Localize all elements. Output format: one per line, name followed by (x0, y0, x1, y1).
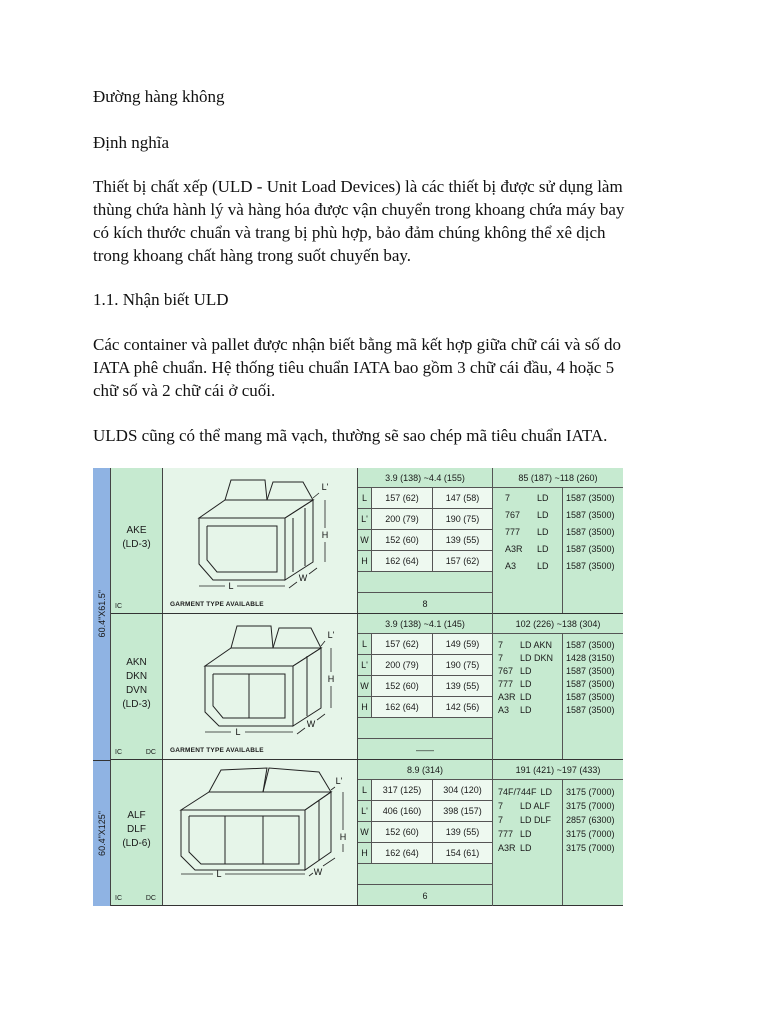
height-label: H (321, 530, 329, 540)
aircraft-type: A3 (498, 705, 510, 715)
aircraft-type: A3R (498, 692, 516, 702)
aircraft-table (493, 760, 623, 905)
size-band (93, 760, 111, 906)
heading: Đường hàng không (93, 87, 225, 106)
dimension-label: L' (358, 655, 372, 676)
dimension-label: W (358, 822, 372, 843)
paragraph-line: thùng chứa hành lý và hàng hóa được vận chuyển trong khoang chứa máy bay (93, 200, 625, 219)
uld-code-names (111, 468, 162, 608)
uld-code: ALF (127, 810, 146, 821)
paragraph-line: trong khoang chất hàng trong suốt chuyến bay. (93, 246, 412, 265)
aircraft-row (493, 543, 623, 555)
dimension-table (358, 468, 493, 613)
aircraft-type: 7 (498, 640, 504, 650)
uld-code: (LD-3) (122, 539, 151, 550)
uld-type-code: LD (520, 692, 532, 702)
aircraft-type: 767 (505, 510, 521, 520)
dimension-value: 200 (79) (372, 509, 433, 530)
aircraft-row (493, 526, 623, 538)
max-weight: 3175 (7000) (566, 787, 615, 797)
aircraft-row (493, 828, 623, 840)
dimension-value: 157 (62) (372, 634, 433, 655)
uld-code: AKN (126, 657, 147, 668)
uld-type-code: LD ALF (520, 801, 551, 811)
footer-row: —— (358, 739, 493, 760)
weight-range: 85 (187) ~118 (260) (493, 468, 623, 488)
drawing-cell (163, 468, 358, 613)
dimension-value: 398 (157) (433, 801, 493, 822)
uld-code-cell (111, 614, 163, 759)
container-outline (205, 626, 321, 726)
aircraft-row (493, 639, 623, 651)
dimension-value: 154 (61) (433, 843, 493, 864)
akn-container-drawing (163, 614, 358, 760)
aircraft-type: 777 (505, 527, 521, 537)
weight-range: 191 (421) ~197 (433) (493, 760, 623, 780)
uld-type-code: LD (520, 679, 532, 689)
max-weight: 1587 (3500) (566, 666, 615, 676)
corner-label: DC (145, 749, 156, 756)
uld-type-code: LD AKN (520, 640, 553, 650)
dimension-label: L' (358, 509, 372, 530)
uld-type-code: LD (520, 666, 532, 676)
max-weight: 1587 (3500) (566, 692, 615, 702)
top-length-label: L' (335, 776, 343, 786)
dimension-label: H (358, 697, 372, 718)
footer-row: 6 (358, 885, 493, 906)
uld-type-code: LD (520, 705, 532, 715)
aircraft-type: 74F/744F (498, 787, 537, 797)
uld-type-code: LD (520, 843, 532, 853)
aircraft-type: 767 (498, 666, 514, 676)
dimension-label: H (358, 843, 372, 864)
dimension-value: 190 (75) (433, 509, 493, 530)
aircraft-type: A3 (505, 561, 517, 571)
dimension-value: 139 (55) (433, 822, 493, 843)
width-label: W (306, 719, 316, 729)
uld-type-code: LD (537, 561, 549, 571)
corner-label: IC (115, 895, 122, 902)
aircraft-row (493, 691, 623, 703)
aircraft-type: 777 (498, 679, 514, 689)
dimension-value: 152 (60) (372, 822, 433, 843)
dimension-label: L (358, 488, 372, 509)
max-weight: 1587 (3500) (566, 544, 615, 554)
max-weight: 1587 (3500) (566, 527, 615, 537)
dimension-table (358, 614, 493, 759)
aircraft-type: 777 (498, 829, 514, 839)
dimension-value: 139 (55) (433, 530, 493, 551)
aircraft-row (493, 704, 623, 716)
max-weight: 2857 (6300) (566, 815, 615, 825)
aircraft-row (493, 492, 623, 504)
uld-code-cell (111, 468, 163, 613)
container-outline (181, 768, 331, 870)
aircraft-type: A3R (498, 843, 516, 853)
uld-section-akn (93, 614, 623, 760)
aircraft-type: A3R (505, 544, 523, 554)
paragraph-line: Các container và pallet được nhận biết bằng mã kết hợp giữa chữ cái và số do (93, 335, 622, 354)
paragraph-line: có kích thước chuẩn và trang bị phù hợp, bảo đảm chúng không thể xê dịch (93, 223, 606, 242)
aircraft-row (493, 814, 623, 826)
uld-type-code: LD (520, 829, 532, 839)
width-label: W (313, 867, 323, 877)
uld-code: AKE (126, 525, 147, 536)
max-weight: 3175 (7000) (566, 829, 615, 839)
blank-row (358, 718, 493, 739)
top-length-label: L' (321, 482, 329, 492)
uld-type-code: LD (537, 510, 549, 520)
volume-range: 3.9 (138) ~4.4 (155) (358, 468, 493, 488)
dimension-value: 152 (60) (372, 676, 433, 697)
uld-type-code: LD (540, 787, 553, 797)
aircraft-row (493, 665, 623, 677)
volume-range: 3.9 (138) ~4.1 (145) (358, 614, 493, 634)
uld-code-names (111, 760, 162, 900)
dimension-label: H (358, 551, 372, 572)
aircraft-type: 7 (505, 493, 511, 503)
uld-code: DVN (125, 685, 148, 696)
ake-container-drawing (163, 468, 358, 614)
dimension-value: 304 (120) (433, 780, 493, 801)
size-label: 60.4"X61.5" (96, 590, 107, 638)
dimension-value: 157 (62) (433, 551, 493, 572)
uld-type-code: LD DKN (520, 653, 554, 663)
dimension-label: L' (358, 801, 372, 822)
drawing-cell (163, 614, 358, 759)
dimension-label: W (358, 530, 372, 551)
aircraft-row (493, 786, 623, 798)
aircraft-row (493, 842, 623, 854)
max-weight: 3175 (7000) (566, 801, 615, 811)
paragraph-line: IATA phê chuẩn. Hệ thống tiêu chuẩn IATA bao gồm 3 chữ cái đầu, 4 hoặc 5 (93, 358, 615, 377)
dimension-value: 317 (125) (372, 780, 433, 801)
dimension-value: 149 (59) (433, 634, 493, 655)
uld-type-code: LD (537, 527, 549, 537)
dimension-value: 162 (64) (372, 697, 433, 718)
max-weight: 1587 (3500) (566, 640, 615, 650)
max-weight: 1587 (3500) (566, 705, 615, 715)
dimension-value: 162 (64) (372, 551, 433, 572)
corner-label: IC (115, 603, 122, 610)
length-label: L (216, 869, 222, 879)
container-outline (199, 480, 313, 580)
uld-section-alf (93, 760, 623, 906)
volume-range: 8.9 (314) (358, 760, 493, 780)
dimension-label: L (358, 634, 372, 655)
drawing-caption: GARMENT TYPE AVAILABLE (170, 601, 264, 608)
uld-type-code: LD (537, 493, 549, 503)
dimension-value: 162 (64) (372, 843, 433, 864)
aircraft-row (493, 652, 623, 664)
height-label: H (327, 674, 335, 684)
blank-row (358, 864, 493, 885)
dimension-value: 190 (75) (433, 655, 493, 676)
dimension-value: 406 (160) (372, 801, 433, 822)
blank-row (358, 572, 493, 593)
drawing-caption: GARMENT TYPE AVAILABLE (170, 747, 264, 754)
uld-code-names (111, 614, 162, 754)
paragraph-barcode: ULDS cũng có thể mang mã vạch, thường sẽ sao chép mã tiêu chuẩn IATA. (93, 426, 608, 445)
uld-code-cell (111, 760, 163, 905)
aircraft-row (493, 800, 623, 812)
height-label: H (339, 832, 347, 842)
top-length-label: L' (327, 630, 335, 640)
section-title: 1.1. Nhận biết ULD (93, 290, 229, 309)
aircraft-type: 7 (498, 653, 504, 663)
dimension-value: 142 (56) (433, 697, 493, 718)
aircraft-type: 7 (498, 801, 504, 811)
dimension-label: W (358, 676, 372, 697)
size-band (93, 468, 111, 760)
dimension-value: 139 (55) (433, 676, 493, 697)
dimension-value: 152 (60) (372, 530, 433, 551)
drawing-cell (163, 760, 358, 905)
uld-spec-figure (93, 468, 623, 906)
width-label: W (298, 573, 308, 583)
corner-label: DC (145, 895, 156, 902)
max-weight: 3175 (7000) (566, 843, 615, 853)
max-weight: 1587 (3500) (566, 561, 615, 571)
dimension-value: 200 (79) (372, 655, 433, 676)
subheading: Định nghĩa (93, 133, 170, 152)
uld-section-ake (93, 468, 623, 614)
length-label: L (228, 581, 234, 591)
dimension-label: L (358, 780, 372, 801)
aircraft-table (493, 614, 623, 759)
aircraft-row (493, 560, 623, 572)
alf-container-drawing (163, 760, 358, 906)
paragraph-line: Thiết bị chất xếp (ULD - Unit Load Devices) là các thiết bị được sử dụng làm (93, 177, 623, 196)
dimension-value: 157 (62) (372, 488, 433, 509)
aircraft-row (493, 678, 623, 690)
dimension-value: 147 (58) (433, 488, 493, 509)
footer-row: 8 (358, 593, 493, 614)
uld-code: DLF (127, 824, 146, 835)
dimension-table (358, 760, 493, 905)
aircraft-type: 7 (498, 815, 504, 825)
paragraph-line: chữ số và 2 chữ cái ở cuối. (93, 381, 276, 400)
uld-code: (LD-3) (122, 699, 151, 710)
weight-range: 102 (226) ~138 (304) (493, 614, 623, 634)
length-label: L (235, 727, 241, 737)
uld-code: (LD-6) (122, 838, 151, 849)
size-label: 60.4"X125" (96, 811, 107, 856)
corner-label: IC (115, 749, 122, 756)
max-weight: 1428 (3150) (566, 653, 615, 663)
aircraft-table (493, 468, 623, 613)
max-weight: 1587 (3500) (566, 510, 615, 520)
uld-code: DKN (125, 671, 148, 682)
aircraft-row (493, 509, 623, 521)
uld-type-code: LD (537, 544, 549, 554)
max-weight: 1587 (3500) (566, 493, 615, 503)
uld-type-code: LD DLF (520, 815, 552, 825)
max-weight: 1587 (3500) (566, 679, 615, 689)
